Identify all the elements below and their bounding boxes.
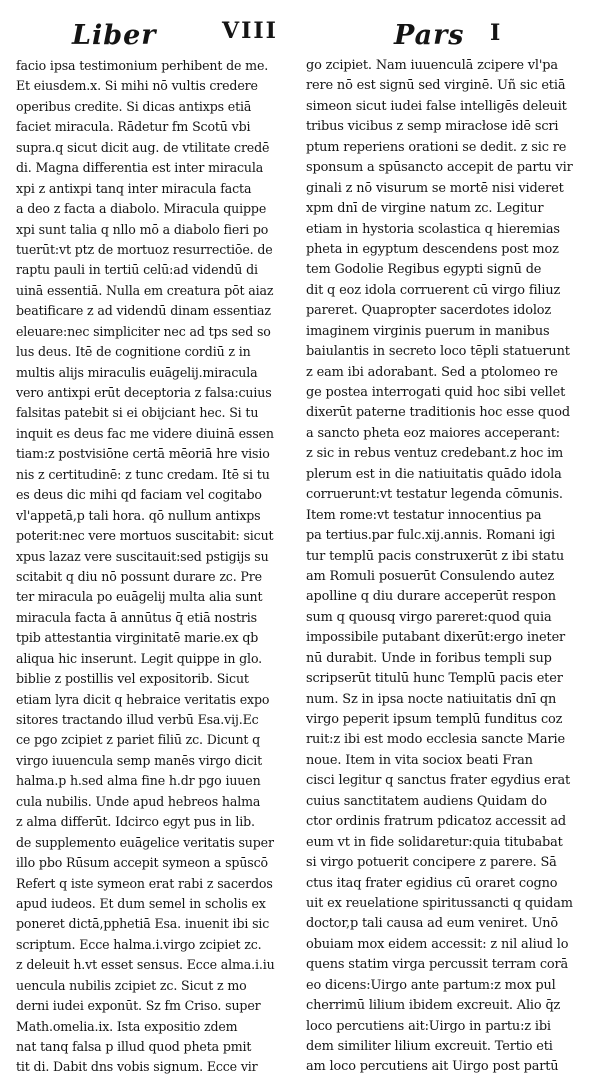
text-line: Et eiusdem.x. Si mihi nō vultis credere: [16, 78, 258, 94]
text-line: ctor ordinis fratrum pdicatoz accessit ad: [306, 814, 566, 830]
text-line: scripserūt titulū hunc Templū pacis eter: [306, 671, 563, 687]
text-line: tuerūt:vt ptz de mortuoz resurrectiōe. de: [16, 241, 273, 257]
text-line: operibus credite. Si dicas antixps etiā: [16, 98, 252, 114]
text-line: xpm dnī de virgine natum zc. Legitur: [306, 201, 544, 217]
text-line: dit q eoz idola corruerent cū virgo filiuz: [306, 282, 561, 298]
text-line: am loco percutiens ait Uirgo post partū: [306, 1059, 559, 1075]
text-line: supra.q sicut dicit aug. de vtilitate credē: [16, 139, 270, 155]
header-liber: Liber: [72, 20, 157, 51]
text-line: dem similiter lilium excreuit. Tertio eti: [306, 1039, 553, 1054]
text-line: de supplemento euāgelice veritatis super: [16, 834, 274, 850]
text-line: uinā essentiā. Nulla em creatura pōt aiaz: [16, 282, 274, 298]
header-pars: Pars: [394, 20, 465, 51]
text-line: ctus itaq frater egidius cū oraret cogno: [306, 875, 558, 891]
text-line: facio ipsa testimonium perhibent de me.: [16, 58, 269, 73]
text-line: nis z certitudinē: z tunc credam. Itē si tu: [16, 466, 270, 482]
text-line: ruit:z ibi est modo ecclesia sancte Marie: [306, 732, 565, 748]
left-text-column: [16, 56, 289, 1078]
text-line: aliqua hic inserunt. Legit quippe in glo.: [16, 650, 263, 666]
text-line: illo pbo Rūsum accepit symeon a spūscō: [16, 855, 268, 871]
text-line: ge postea interrogati quid hoc sibi vellet: [306, 385, 566, 400]
text-line: go zcipiet. Nam iuuenculā zcipere vl'pa: [306, 58, 558, 73]
text-line: cula nubilis. Unde apud hebreos halma: [16, 793, 261, 809]
text-line: etiam lyra dicit q hebraice veritatis expo: [16, 691, 270, 707]
text-line: tpib attestantia virginitatē marie.ex qb: [16, 630, 259, 646]
text-line: rere nō est signū sed virginē. Uñ sic etiā: [306, 78, 566, 94]
text-line: sponsum a spūsancto accepit de partu vir: [306, 160, 573, 176]
text-line: num. Sz in ipsa nocte natiuitatis dnī qn: [306, 691, 557, 707]
text-line: derni iudei exponūt. Sz fm Criso. super: [16, 998, 261, 1014]
text-line: vl'appetā,p tali hora. qō nullum antixps: [16, 507, 261, 523]
text-line: xpi sunt talia q nllo mō a diabolo fieri po: [16, 221, 269, 237]
text-line: inquit es deus fac me videre diuinā essen: [16, 425, 274, 441]
text-line: Math.omelia.ix. Ista expositio zdem: [16, 1018, 238, 1034]
text-line: z alma differūt. Idcirco egyt pus in lib.: [16, 814, 255, 830]
text-line: uencula nubilis zcipiet zc. Sicut z mo: [16, 977, 247, 993]
text-line: xpi z antixpi tanq inter miracula facta: [16, 180, 252, 196]
text-line: virgo peperit ipsum templū funditus coz: [306, 712, 563, 727]
text-line: apolline q diu durare acceperūt respon: [306, 589, 556, 605]
text-line: eleuare:nec simpliciter nec ad tps sed so: [16, 323, 271, 339]
text-line: z eam ibi adorabant. Sed a ptolomeo re: [306, 364, 558, 380]
text-line: baiulantis in secreto loco tēpli statuerunt: [306, 344, 570, 360]
text-line: cisci legitur q sanctus frater egydius erat: [306, 773, 571, 789]
text-line: sum q quousq virgo pareret:quod quia: [306, 609, 552, 625]
text-line: ter miracula po euāgelij multa alia sunt: [16, 589, 263, 605]
text-line: scitabit q diu nō possunt durare zc. Pre: [16, 568, 262, 584]
text-line: tit di. Dabit dns vobis signum. Ecce vir: [16, 1059, 258, 1075]
text-line: halma.p h.sed alma fine h.dr pgo iuuen: [16, 773, 261, 789]
text-line: falsitas patebit si ei obijciant hec. Si tu: [16, 405, 259, 421]
text-line: pheta in egyptum descendens post moz: [306, 241, 559, 257]
text-line: faciet miracula. Rādetur fm Scotū vbi: [16, 119, 251, 135]
text-line: imaginem virginis puerum in manibus: [306, 323, 550, 339]
text-line: virgo iuuencula semp manēs virgo dicit: [16, 752, 263, 768]
text-line: eo dicens:Uirgo ante partum:z mox pul: [306, 977, 556, 993]
text-line: cherrimū lilium ibidem excreuit. Alio q̄z: [306, 998, 561, 1014]
text-line: raptu pauli in tertiū celū:ad videndū di: [16, 262, 258, 278]
right-text-column: [306, 56, 592, 1078]
text-line: poneret dictā,pphetiā Esa. inuenit ibi sic: [16, 916, 270, 932]
running-header: [0, 12, 614, 56]
text-line: eum vt in fide solidaretur:quia titubabat: [306, 834, 563, 850]
text-line: di. Magna differentia est inter miracula: [16, 160, 264, 176]
text-line: plerum est in die natiuitatis quādo idola: [306, 466, 562, 482]
text-line: obuiam mox eidem accessit: z nil aliud lo: [306, 936, 569, 952]
text-line: z sic in rebus ventuz credebant.z hoc im: [306, 446, 564, 462]
text-line: a sancto pheta eoz maiores acceperant:: [306, 425, 560, 441]
text-line: tiam:z postvisiōne certā mēoriā hre visio: [16, 446, 270, 462]
text-line: simeon sicut iudei false intelligēs deleuit: [306, 98, 567, 114]
text-line: miracula facta ā annūtus q̄ etiā nostris: [16, 609, 257, 625]
text-line: doctor,p tali causa ad eum veniret. Unō: [306, 916, 559, 932]
text-line: beatificare z ad videndū dinam essentiaz: [16, 303, 271, 319]
text-line: multis alijs miraculis euāgelij.miracula: [16, 364, 258, 380]
header-book-number: VIII: [222, 18, 278, 44]
text-line: etiam in hystoria scolastica q hieremias: [306, 221, 560, 237]
text-line: Item rome:vt testatur innocentius pa: [306, 507, 542, 523]
text-line: am Romuli posuerūt Consulendo autez: [306, 568, 554, 584]
header-part-number: I: [490, 20, 501, 46]
text-line: lus deus. Itē de cognitione cordiū z in: [16, 344, 251, 360]
text-line: es deus dic mihi qd faciam vel cogitabo: [16, 487, 262, 503]
text-line: xpus lazaz vere suscitauit:sed pstigijs su: [16, 548, 269, 564]
text-line: ce pgo zcipiet z pariet filiū zc. Dicunt q: [16, 732, 261, 748]
text-line: si virgo potuerit concipere z parere. Sā: [306, 855, 557, 871]
text-line: pa tertius.par fulc.xij.annis. Romani igi: [306, 528, 555, 544]
text-line: tribus vicibus z semp miracłose idē scri: [306, 119, 559, 135]
text-line: z deleuit h.vt esset sensus. Ecce alma.i.iu: [16, 957, 275, 973]
text-line: tur templū pacis construxerūt z ibi statu: [306, 548, 565, 564]
text-line: uit ex reuelatione spiritussancti q quidam: [306, 895, 573, 911]
text-line: noue. Item in vita sociox beati Fran: [306, 752, 533, 768]
text-line: pareret. Quapropter sacerdotes idoloz: [306, 303, 552, 319]
text-line: Refert q iste symeon erat rabi z sacerdos: [16, 875, 273, 891]
text-line: biblie z postillis vel expositorib. Sicut: [16, 671, 249, 687]
text-line: apud iudeos. Et dum semel in scholis ex: [16, 895, 266, 911]
text-line: corruerunt:vt testatur legenda cōmunis.: [306, 487, 563, 503]
text-line: ginali z nō visurum se mortē nisi videret: [306, 180, 564, 196]
text-line: scriptum. Ecce halma.i.virgo zcipiet zc.: [16, 936, 262, 952]
text-line: cuius sanctitatem audiens Quidam do: [306, 793, 547, 809]
text-line: ptum reperiens orationi se dedit. z sic re: [306, 139, 567, 155]
text-line: vero antixpi erūt deceptoria z falsa:cuius: [16, 385, 272, 400]
text-line: impossibile putabant dixerūt:ergo ineter: [306, 630, 566, 646]
text-line: quens statim virga percussit terram corā: [306, 957, 569, 973]
text-line: dixerūt paterne traditionis hoc esse quod: [306, 405, 570, 421]
text-line: loco percutiens ait:Uirgo in partu:z ibi: [306, 1018, 551, 1034]
text-line: nū durabit. Unde in foribus templi sup: [306, 650, 552, 666]
text-line: nat tanq falsa p illud quod pheta pmit: [16, 1039, 252, 1054]
text-line: poterit:nec vere mortuos suscitabit: sicut: [16, 528, 274, 544]
text-line: a deo z facta a diabolo. Miracula quippe: [16, 201, 267, 217]
text-line: tem Godolie Regibus egypti signū de: [306, 262, 542, 278]
text-line: sitores tractando illud verbū Esa.vij.Ec: [16, 712, 259, 727]
